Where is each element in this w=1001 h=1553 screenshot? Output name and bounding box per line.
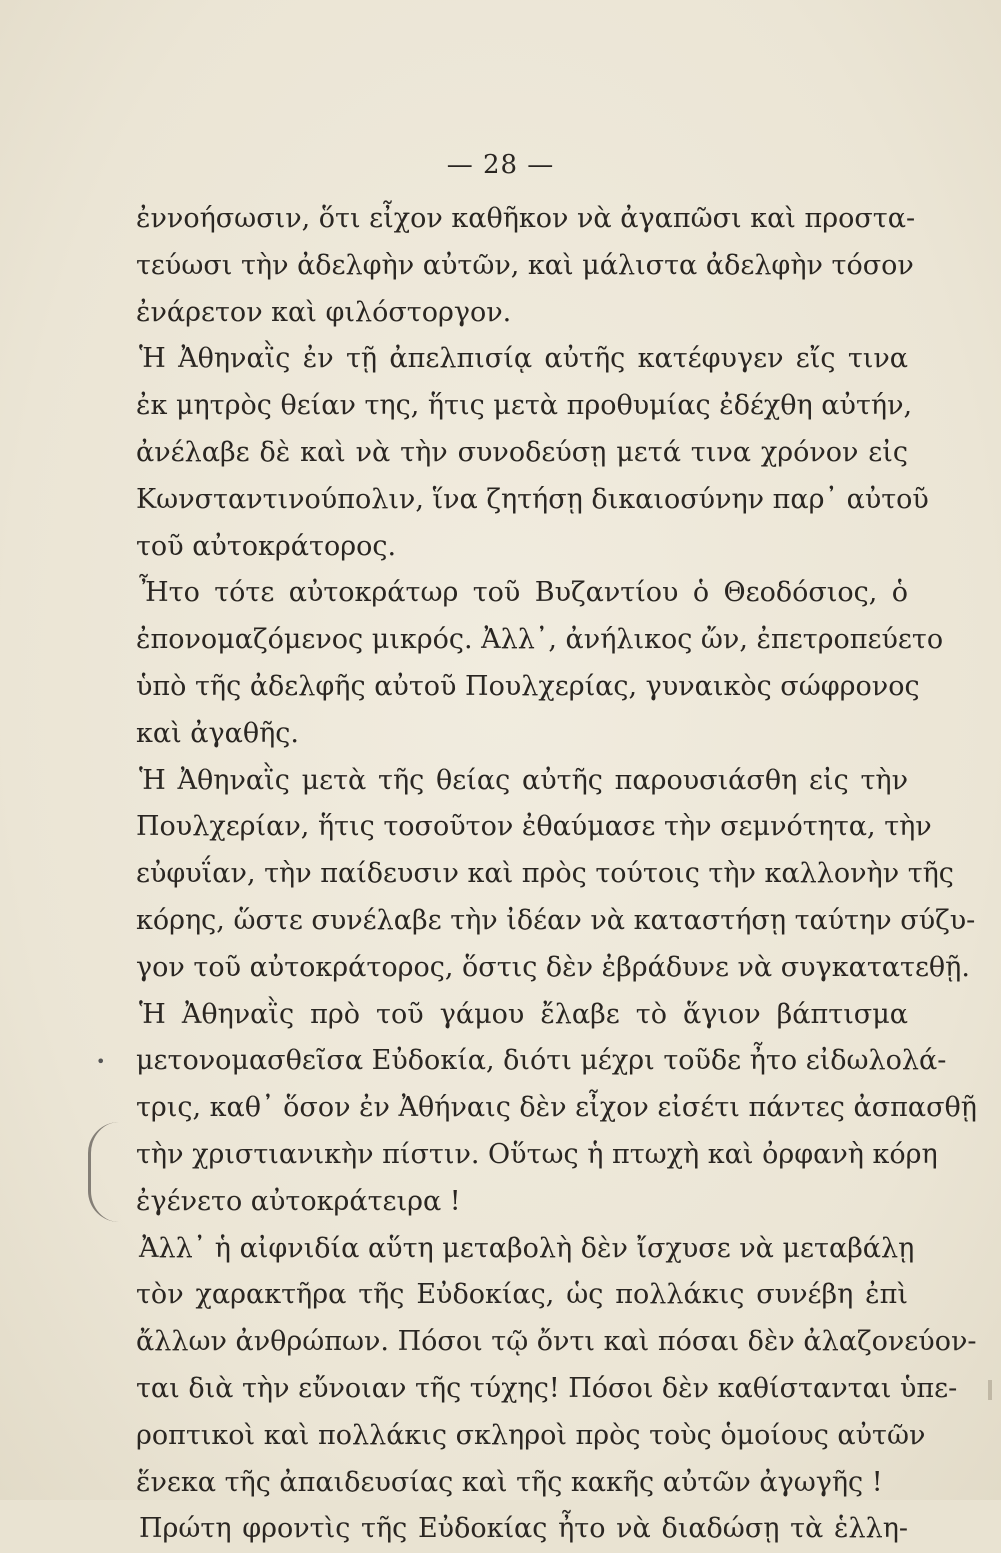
text-line: ἐνάρετον καὶ φιλόστοργον. bbox=[136, 296, 512, 328]
text-line: Ἡ Ἀθηναῒς μετὰ τῆς θείας αὐτῆς παρουσιάσθη εἰς τὴν bbox=[139, 764, 908, 796]
text-line: τεύωσι τὴν ἀδελφὴν αὐτῶν, καὶ μάλιστα ἀδελφὴν τόσον bbox=[136, 249, 914, 281]
text-line: γον τοῦ αὐτοκράτορος, ὅστις δὲν ἐβράδυνε νὰ συγκατατεθῇ. bbox=[136, 951, 970, 983]
text-line: ροπτικοὶ καὶ πολλάκις σκληροὶ πρὸς τοὺς ὁμοίους αὐτῶν bbox=[136, 1419, 926, 1451]
text-line: ἕνεκα τῆς ἀπαιδευσίας καὶ τῆς κακῆς αὐτῶν ἀγωγῆς ! bbox=[136, 1466, 883, 1498]
text-line: ἀνέλαβε δὲ καὶ νὰ τὴν συνοδεύσῃ μετά τινα χρόνον εἰς bbox=[136, 436, 908, 468]
text-line: τοῦ αὐτοκράτορος. bbox=[136, 530, 397, 562]
text-line: Ἦτο τότε αὐτοκράτωρ τοῦ Βυζαντίου ὁ Θεοδόσιος, ὁ bbox=[139, 577, 908, 609]
text-line: μετονομασθεῖσα Εὐδοκία, διότι μέχρι τοῦδε ἦτο εἰδωλολά- bbox=[136, 1045, 947, 1077]
text-line: Ἀλλ᾽ ἡ αἰφνιδία αὕτη μεταβολὴ δὲν ἴσχυσε νὰ μεταβάλῃ bbox=[139, 1232, 915, 1264]
page-edge-mark bbox=[988, 1380, 992, 1400]
text-line: ἐγένετο αὐτοκράτειρα ! bbox=[136, 1185, 461, 1217]
text-line: ἐκ μητρὸς θείαν της, ἥτις μετὰ προθυμίας ἐδέχθη αὐτήν, bbox=[136, 390, 913, 422]
text-line: Πρώτη φροντὶς τῆς Εὐδοκίας ἦτο νὰ διαδώσῃ τὰ ἑλλη- bbox=[139, 1513, 908, 1545]
text-line: Πουλχερίαν, ἥτις τοσοῦτον ἐθαύμασε τὴν σεμνότητα, τὴν bbox=[136, 811, 932, 843]
text-line: κόρης, ὥστε συνέλαβε τὴν ἰδέαν νὰ καταστήσῃ ταύτην σύζυ- bbox=[136, 904, 976, 936]
margin-bracket-mark bbox=[88, 1122, 119, 1222]
text-line: Ἡ Ἀθηναῒς ἐν τῇ ἀπελπισίᾳ αὐτῆς κατέφυγεν εἴς τινα bbox=[139, 343, 908, 375]
text-line: ἄλλων ἀνθρώπων. Πόσοι τῷ ὄντι καὶ πόσαι δὲν ἀλαζονεύον- bbox=[136, 1326, 977, 1358]
text-line: ἐπονομαζόμενος μικρός. Ἀλλ᾽, ἀνήλικος ὤν, ἐπετροπεύετο bbox=[136, 624, 944, 656]
text-line: τὸν χαρακτῆρα τῆς Εὐδοκίας, ὡς πολλάκις συνέβη ἐπὶ bbox=[136, 1279, 908, 1311]
text-line: εὐφυΐαν, τὴν παίδευσιν καὶ πρὸς τούτοις τὴν καλλονὴν τῆς bbox=[136, 858, 954, 890]
text-line: τρις, καθ᾽ ὅσον ἐν Ἀθήναις δὲν εἶχον εἰσέτι πάντες ἀσπασθῇ bbox=[136, 1092, 977, 1124]
body-text bbox=[136, 196, 977, 1553]
text-line: ται διὰ τὴν εὔνοιαν τῆς τύχης! Πόσοι δὲν καθίστανται ὑπε- bbox=[136, 1372, 958, 1404]
margin-dot-mark: • bbox=[96, 1052, 106, 1071]
text-line: ὑπὸ τῆς ἀδελφῆς αὐτοῦ Πουλχερίας, γυναικὸς σώφρονος bbox=[136, 670, 920, 702]
text-line: Ἡ Ἀθηναῒς πρὸ τοῦ γάμου ἔλαβε τὸ ἅγιον βάπτισμα bbox=[139, 998, 908, 1030]
page-number: — 28 — bbox=[446, 150, 555, 180]
text-line: καὶ ἀγαθῆς. bbox=[136, 717, 300, 749]
text-line: ἐννοήσωσιν, ὅτι εἶχον καθῆκον νὰ ἀγαπῶσι καὶ προστα- bbox=[136, 203, 916, 234]
text-line: Κωνσταντινούπολιν, ἵνα ζητήσῃ δικαιοσύνην παρ᾽ αὐτοῦ bbox=[136, 483, 929, 515]
text-line: τὴν χριστιανικὴν πίστιν. Οὕτως ἡ πτωχὴ καὶ ὀρφανὴ κόρη bbox=[136, 1138, 938, 1170]
